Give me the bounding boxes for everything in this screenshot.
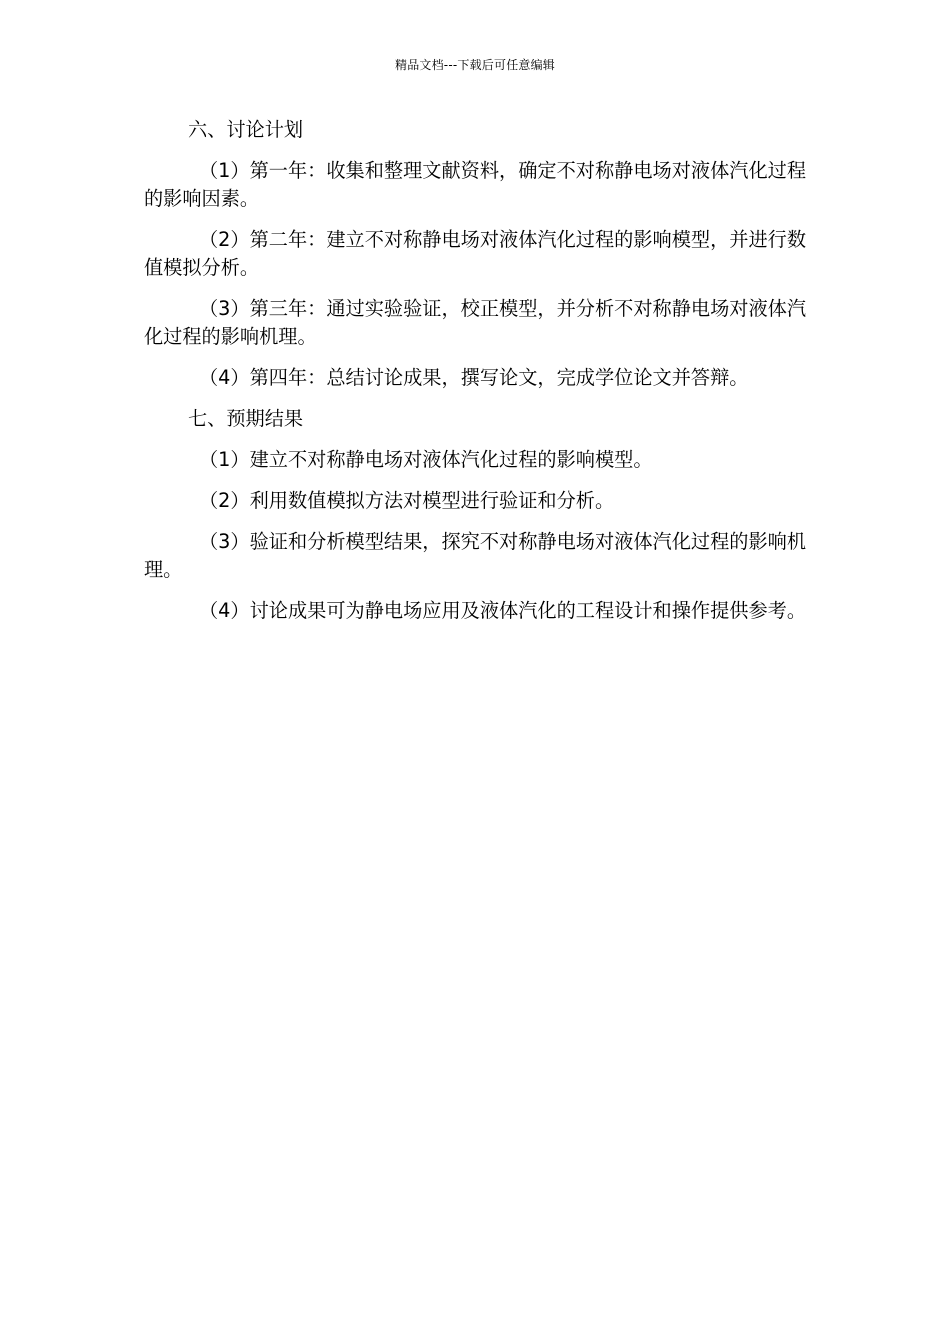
section-6-item-3: （3）第三年：通过实验验证，校正模型，并分析不对称静电场对液体汽化过程的影响机理。 <box>144 297 807 348</box>
section-6-title: 六、讨论计划 <box>188 118 304 141</box>
section-6-item-4: （4）第四年：总结讨论成果，撰写论文，完成学位论文并答辩。 <box>199 366 749 389</box>
section-7-item-1: （1）建立不对称静电场对液体汽化过程的影响模型。 <box>199 448 653 471</box>
document-body <box>144 116 808 638</box>
page-header: 精品文档---下载后可任意编辑 <box>395 58 555 72</box>
section-7-title: 七、预期结果 <box>188 407 304 430</box>
section-7-item-2: （2）利用数值模拟方法对模型进行验证和分析。 <box>199 489 615 512</box>
section-6-item-2: （2）第二年：建立不对称静电场对液体汽化过程的影响模型，并进行数值模拟分析。 <box>144 228 807 279</box>
section-7-item-3: （3）验证和分析模型结果，探究不对称静电场对液体汽化过程的影响机理。 <box>144 530 807 581</box>
section-6-item-1: （1）第一年：收集和整理文献资料，确定不对称静电场对液体汽化过程的影响因素。 <box>144 159 807 210</box>
section-7-item-4: （4）讨论成果可为静电场应用及液体汽化的工程设计和操作提供参考。 <box>199 599 807 622</box>
